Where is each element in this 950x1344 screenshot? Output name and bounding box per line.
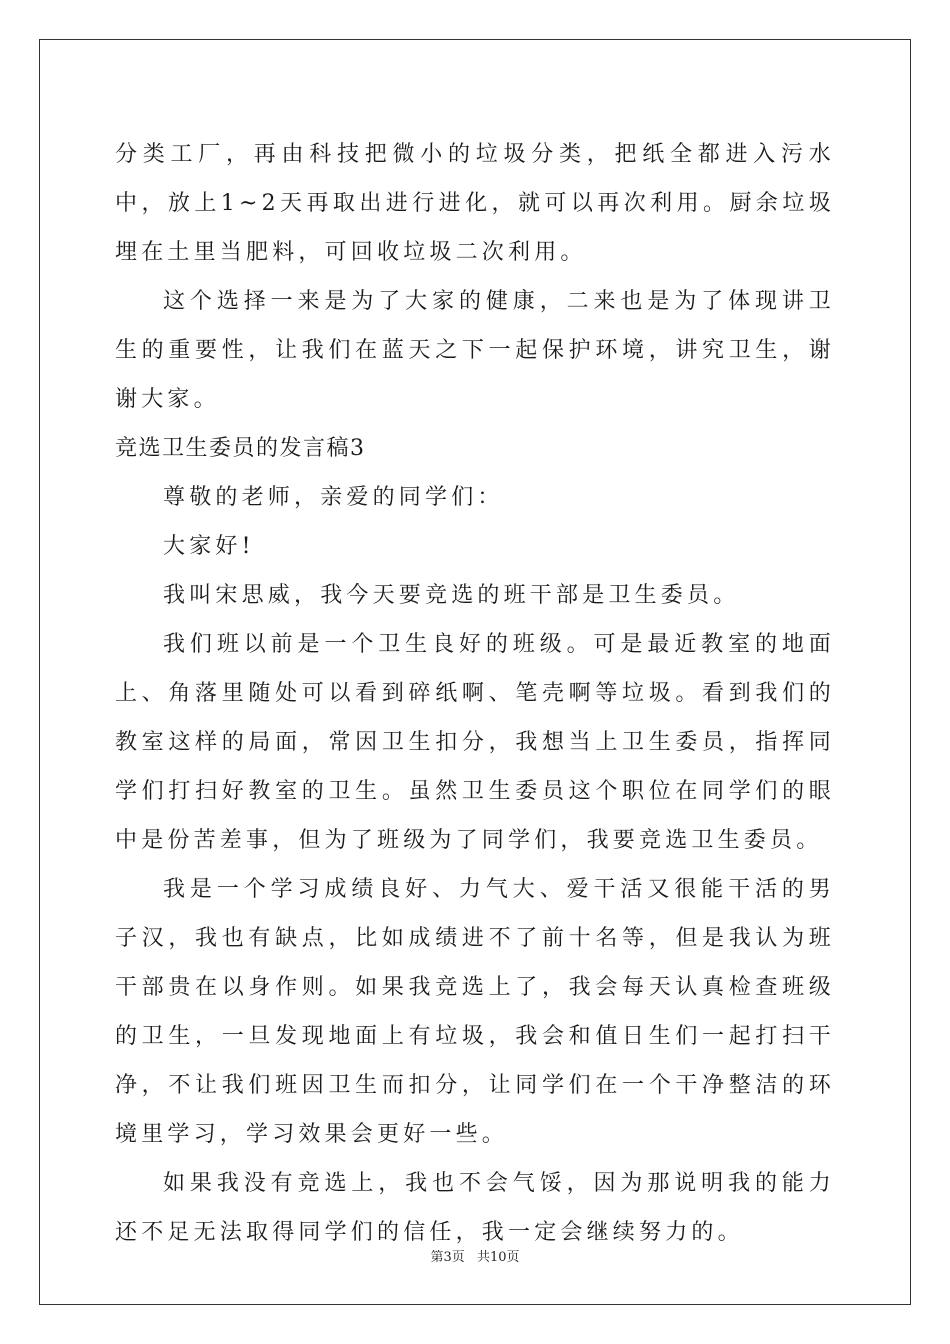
page-footer [0,1246,950,1265]
salutation: 尊敬的老师，亲爱的同学们： [163,485,504,510]
paragraph: 如果我没有竞选上，我也不会气馁，因为那说明我的能力还不足无法取得同学们的信任，我一定会继续努力的。 [115,1171,835,1245]
paragraph: 我叫宋思威，我今天要竞选的班干部是卫生委员。 [163,583,740,608]
paragraph: 我是一个学习成绩良好、力气大、爱干活又很能干活的男子汉，我也有缺点，比如成绩进不了前十名等，但是我认为班干部贵在以身作则。如果我竞选上了，我会每天认真检查班级的卫生，一旦发现地面上有垃圾，我会和值日生们一起打扫干净，不让我们班因卫生而扣分，让同学们在一个干净整洁的环境里学习，学习效果会更好一些。 [115,877,835,1147]
document-body [115,130,835,1257]
paragraph: 分类工厂，再由科技把微小的垃圾分类，把纸全都进入污水中，放上1~2天再取出进行进化，就可以再次利用。厨余垃圾埋在土里当肥料，可回收垃圾二次利用。 [115,142,835,265]
paragraph: 这个选择一来是为了大家的健康，二来也是为了体现讲卫生的重要性，让我们在蓝天之下一起保护环境，讲究卫生，谢谢大家。 [115,289,835,412]
greeting: 大家好! [163,534,255,559]
paragraph: 我们班以前是一个卫生良好的班级。可是最近教室的地面上、角落里随处可以看到碎纸啊、笔壳啊等垃圾。看到我们的教室这样的局面，常因卫生扣分，我想当上卫生委员，指挥同学们打扫好教室的卫生。虽然卫生委员这个职位在同学们的眼中是份苦差事，但为了班级为了同学们，我要竞选卫生委员。 [115,632,835,853]
page-number: 第3页 [430,1250,465,1265]
page-total: 共10页 [476,1250,520,1265]
section-title: 竞选卫生委员的发言稿3 [115,436,366,461]
